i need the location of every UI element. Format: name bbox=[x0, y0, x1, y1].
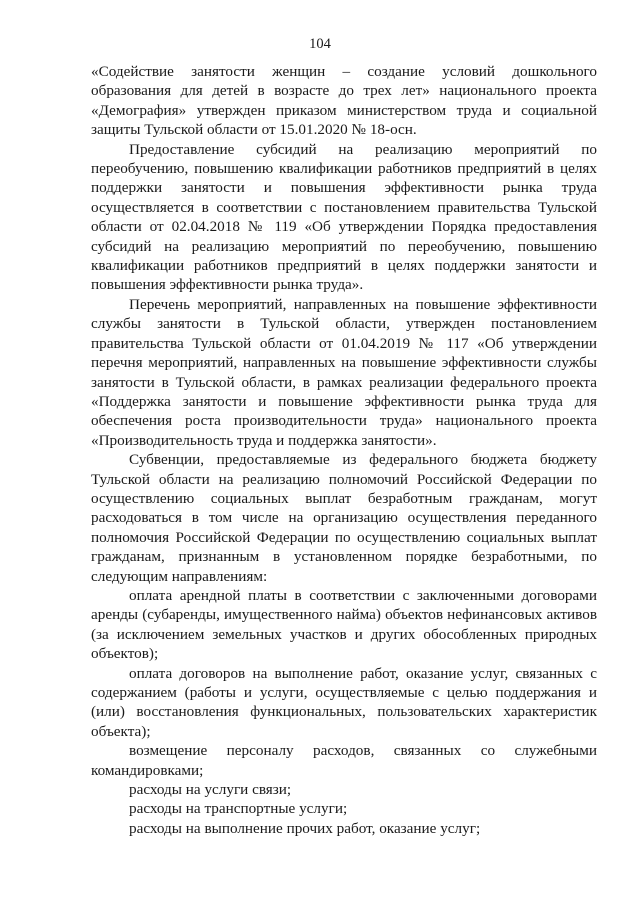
document-body bbox=[91, 62, 597, 838]
list-item-maintenance-contracts: оплата договоров на выполнение работ, оказание услуг, связанных с содержанием (работы и услуги, осуществляемые с целью поддержания и (или) восстановления функциональных, пользовательских характеристик объекта); bbox=[91, 664, 597, 740]
list-item-travel-expenses: возмещение персоналу расходов, связанных со служебными командировками; bbox=[91, 742, 597, 779]
page-number: 104 bbox=[309, 36, 331, 52]
paragraph-demography-order: «Содействие занятости женщин – создание условий дошкольного образования для детей в возрасте до трех лет» национального проекта «Демография» утвержден приказом министерством труда и социальной защиты Тульской области от 15.01.2020 № 18-осн. bbox=[91, 63, 597, 139]
list-item-other-services: расходы на выполнение прочих работ, оказание услуг; bbox=[129, 819, 481, 837]
paragraph-employment-service-measures: Перечень мероприятий, направленных на повышение эффективности службы занятости в Тульской области, утвержден постановлением правительства Тульской области от 01.04.2019 № 117 «Об утверждении перечня мероприятий, направленных на повышение эффективности службы занятости в Тульской области, в рамках реализации федерального проекта «Поддержка занятости и повышение эффективности рынка труда для обеспечения роста производительности труда» национального проекта «Производительность труда и поддержка занятости». bbox=[91, 295, 597, 449]
list-item-transport-services: расходы на транспортные услуги; bbox=[129, 800, 348, 818]
list-item-communication-services: расходы на услуги связи; bbox=[129, 781, 292, 799]
paragraph-retraining-subsidies: Предоставление субсидий на реализацию мероприятий по переобучению, повышению квалификации работников предприятий в целях поддержки занятости и повышения эффективности рынка труда осуществляется в соответствии с постановлением правительства Тульской области от 02.04.2018 № 119 «Об утверждении Порядка предоставления субсидий на реализацию мероприятий по переобучению, повышению квалификации работников предприятий в целях поддержки занятости и повышения эффективности рынка труда». bbox=[91, 140, 597, 294]
paragraph-federal-subventions: Субвенции, предоставляемые из федерального бюджета бюджету Тульской области на реализацию полномочий Российской Федерации по осуществлению социальных выплат безработным гражданам, могут расходоваться в том числе на организацию осуществления переданного полномочия Российской Федерации по осуществлению социальных выплат гражданам, признанным в установленном порядке безработными, по следующим направлениям: bbox=[91, 451, 597, 585]
list-item-rent-payment: оплата арендной платы в соответствии с заключенными договорами аренды (субаренды, имущественного найма) объектов нефинансовых активов (за исключением земельных участков и других обособленных природных объектов); bbox=[91, 586, 597, 663]
